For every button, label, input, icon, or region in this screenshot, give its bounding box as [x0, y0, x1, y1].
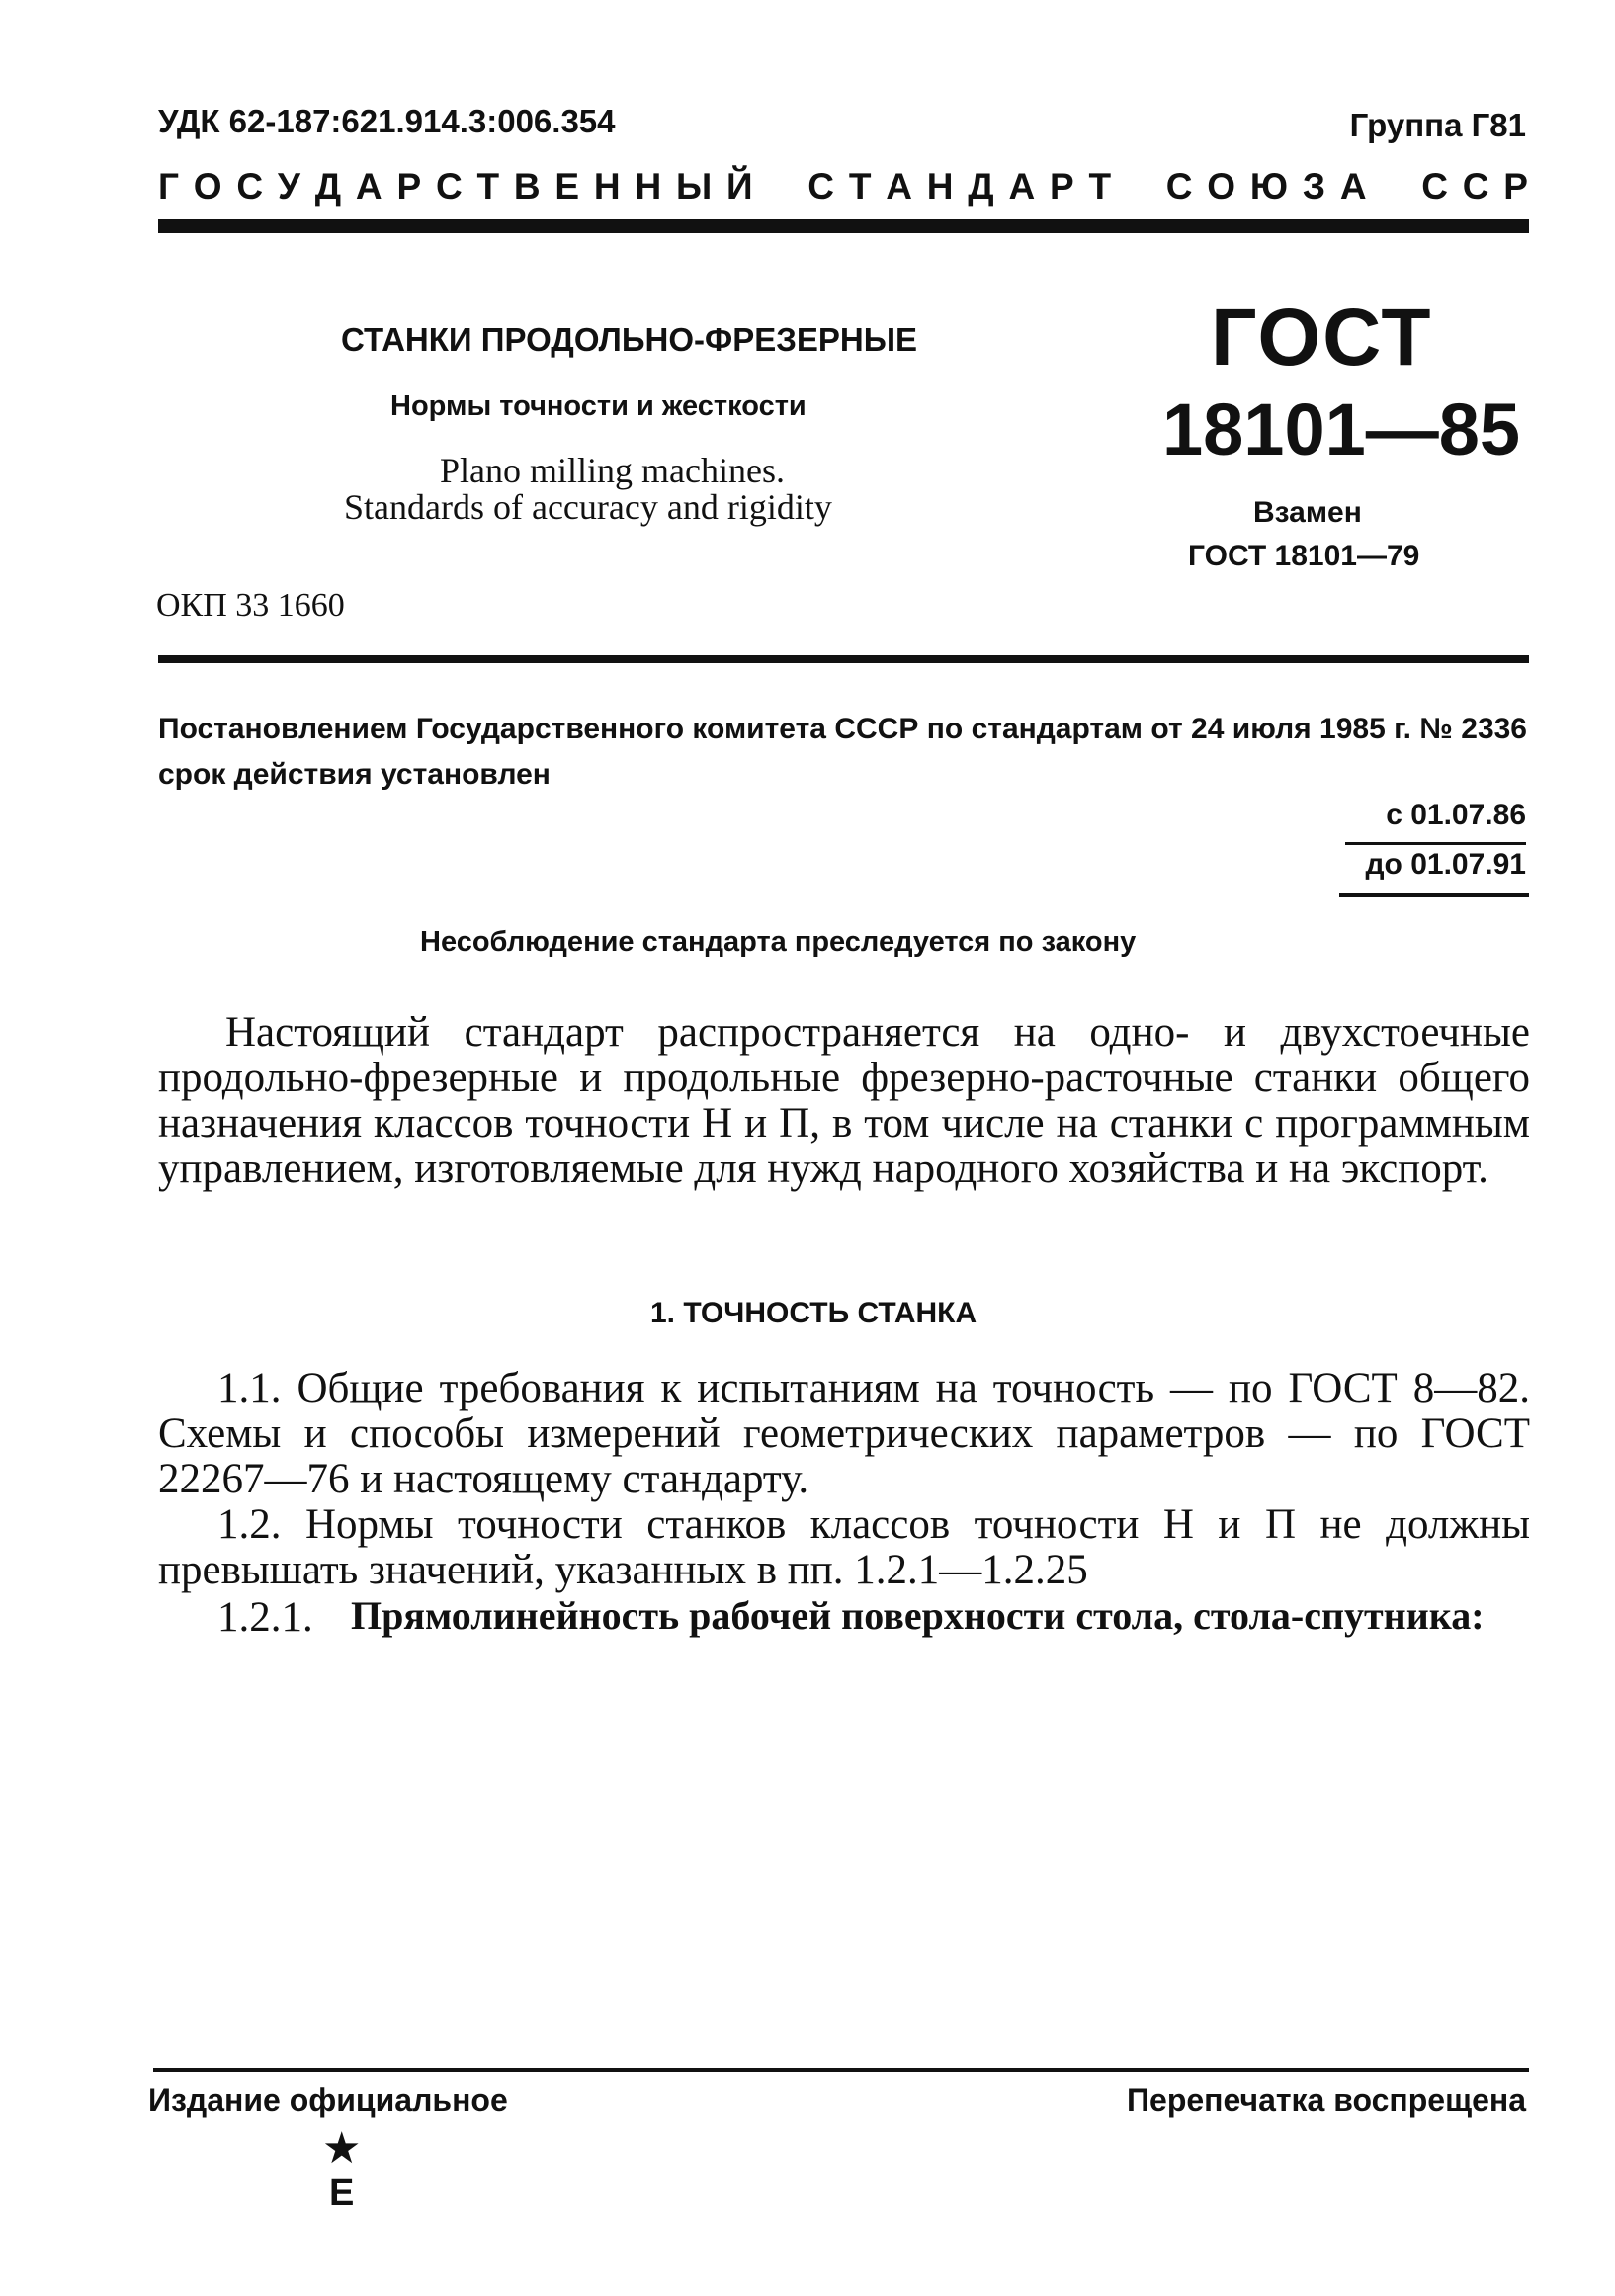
gost-label: ГОСТ [1211, 293, 1433, 383]
gost-number: 18101—85 [1162, 388, 1521, 470]
edition-letter: Е [329, 2172, 355, 2214]
star-mark: ★ [322, 2123, 362, 2173]
standard-title-word: Г О С У Д А Р С Т В Е Н Н Ы Й [158, 166, 753, 207]
paragraph-1-2-1-number: 1.2.1. [217, 1594, 313, 1641]
standard-title-word: С О Ю З А [1165, 166, 1367, 207]
title-block-rule [158, 655, 1529, 663]
okp-code: ОКП 33 1660 [156, 587, 345, 624]
reprint-prohibited-label: Перепечатка воспрещена [1127, 2083, 1526, 2118]
udc-code: УДК 62-187:621.914.3:006.354 [158, 103, 616, 139]
english-title-line1: Plano milling machines. [440, 451, 785, 490]
date-divider [1345, 842, 1526, 845]
document-title: СТАНКИ ПРОДОЛЬНО-ФРЕЗЕРНЫЕ [341, 321, 918, 358]
paragraph-1-2: 1.2. Нормы точности станков классов точности Н и П не должны превышать значений, указанных в пп. 1.2.1—1.2.25 [158, 1501, 1530, 1593]
standard-title-word: С Т А Н Д А Р Т [808, 166, 1112, 207]
replaces-label: Взамен [1253, 496, 1362, 529]
header-rule [158, 219, 1529, 233]
english-title-line2: Standards of accuracy and rigidity [344, 487, 832, 527]
paragraph-1-1: 1.1. Общие требования к испытаниям на точность — по ГОСТ 8—82. Схемы и способы измерений геометрических параметров — по ГОСТ 22267—76 и настоящему стандарту. [158, 1365, 1530, 1502]
standard-title [158, 166, 1528, 208]
footer-rule [153, 2068, 1529, 2072]
intro-paragraph: Настоящий стандарт распространяется на одно- и двухстоечные продольно-фрезерные и продольные фрезерно-расточные станки общего назначения классов точности Н и П, в том числе на станки с программным управлением, изготовляемые для нужд народного хозяйства и на экспорт. [158, 1009, 1530, 1192]
validity-to-date: до 01.07.91 [1365, 848, 1526, 881]
legal-notice: Несоблюдение стандарта преследуется по закону [420, 926, 1137, 958]
standard-title-word: С С Р [1421, 166, 1528, 207]
replaces-document: ГОСТ 18101—79 [1188, 540, 1420, 572]
validity-from-date: с 01.07.86 [1386, 799, 1526, 831]
resolution-text: Постановлением Государственного комитета СССР по стандартам от 24 июля 1985 г. № 2336 срок действия установлен [158, 713, 1527, 791]
date-underline [1339, 893, 1529, 897]
official-edition-label: Издание официальное [148, 2083, 508, 2118]
group-code: Группа Г81 [1349, 107, 1526, 143]
paragraph-1-2-1-text: Прямолинейность рабочей поверхности стола, стола-спутника: [351, 1593, 1485, 1638]
document-subtitle: Нормы точности и жесткости [390, 390, 807, 422]
section-heading: 1. ТОЧНОСТЬ СТАНКА [650, 1297, 978, 1329]
